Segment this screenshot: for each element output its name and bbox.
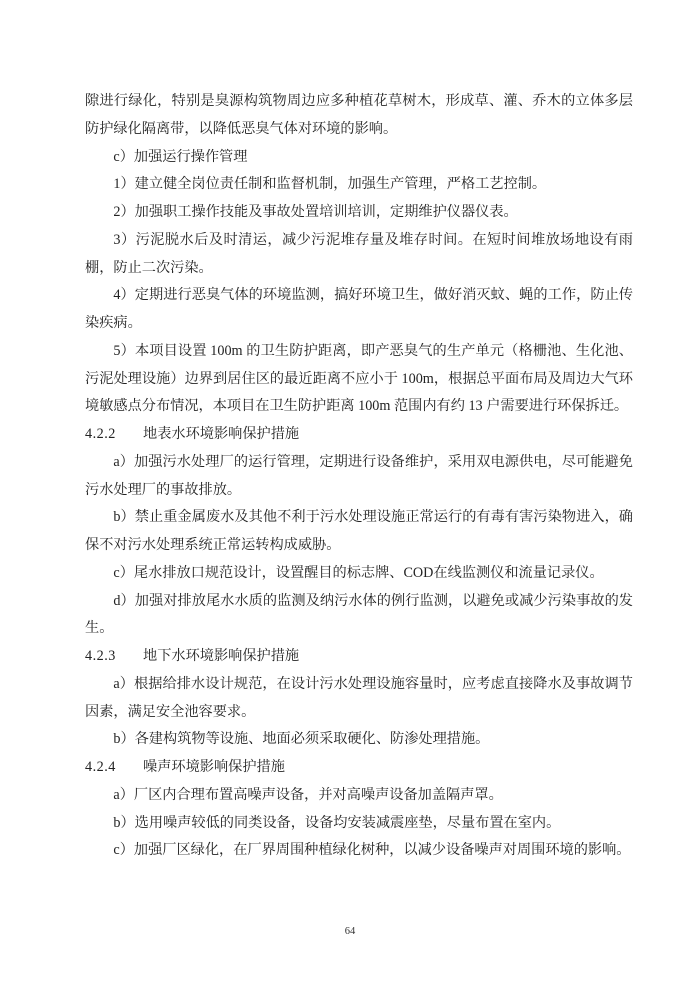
section-heading-4-2-4 <box>85 754 633 782</box>
page-content <box>85 88 633 865</box>
paragraph: d）加强对排放尾水水质的监测及纳污水体的例行监测，以避免或减少污染事故的发生。 <box>85 592 633 637</box>
paragraph: b）选用噪声较低的同类设备，设备均安装减震座垫，尽量布置在室内。 <box>113 814 561 831</box>
heading-title: 噪声环境影响保护措施 <box>143 759 285 775</box>
paragraph: a）加强污水处理厂的运行管理，定期进行设备维护，采用双电源供电，尽可能避免污水处理厂的事故排放。 <box>85 453 633 498</box>
section-heading-4-2-3 <box>85 643 633 671</box>
heading-title: 地表水环境影响保护措施 <box>143 426 300 442</box>
paragraph: c）加强运行操作管理 <box>113 148 248 165</box>
paragraph: 1）建立健全岗位责任制和监督机制，加强生产管理，严格工艺控制。 <box>113 176 547 193</box>
heading-number: 4.2.4 <box>85 759 116 775</box>
paragraph: b）各建构筑物等设施、地面必须采取硬化、防渗处理措施。 <box>113 731 490 748</box>
page-number: 64 <box>344 926 356 937</box>
paragraph: c）尾水排放口规范设计，设置醒目的标志牌、COD在线监测仪和流量记录仪。 <box>113 564 604 581</box>
paragraph: b）禁止重金属废水及其他不利于污水处理设施正常运行的有毒有害污染物进入，确保不对污水处理系统正常运转构成威胁。 <box>85 509 633 553</box>
paragraph: 2）加强职工操作技能及事故处置培训培训，定期维护仪器仪表。 <box>113 204 518 220</box>
section-heading-4-2-2 <box>85 421 633 449</box>
heading-number: 4.2.3 <box>85 648 116 664</box>
heading-number: 4.2.2 <box>85 426 116 442</box>
paragraph: a）厂区内合理布置高噪声设备，并对高噪声设备加盖隔声罩。 <box>113 786 503 803</box>
paragraph: c）加强厂区绿化，在厂界周围种植绿化树种，以减少设备噪声对周围环境的影响。 <box>113 842 631 859</box>
paragraph: 4）定期进行恶臭气体的环境监测，搞好环境卫生，做好消灭蚊、蝇的工作，防止传染疾病。 <box>85 287 633 331</box>
paragraph: 3）污泥脱水后及时清运，减少污泥堆存量及堆存时间。在短时间堆放场地设有雨棚，防止二次污染。 <box>85 231 633 276</box>
paragraph: 5）本项目设置 100m 的卫生防护距离，即产恶臭气的生产单元（格栅池、生化池、污泥处理设施）边界到居住区的最近距离不应小于 100m，根据总平面布局及周边大气环境敏感点分布情况，本项目在卫生防护距离 100m 范围内有约 13 户需要进行环保拆迁。 <box>85 342 633 415</box>
paragraph: 隙进行绿化，特别是臭源构筑物周边应多种植花草树木，形成草、灌、乔木的立体多层防护绿化隔离带，以降低恶臭气体对环境的影响。 <box>85 93 633 137</box>
heading-title: 地下水环境影响保护措施 <box>143 648 300 664</box>
paragraph: a）根据给排水设计规范，在设计污水处理设施容量时，应考虑直接降水及事故调节因素，满足安全池容要求。 <box>85 675 633 720</box>
